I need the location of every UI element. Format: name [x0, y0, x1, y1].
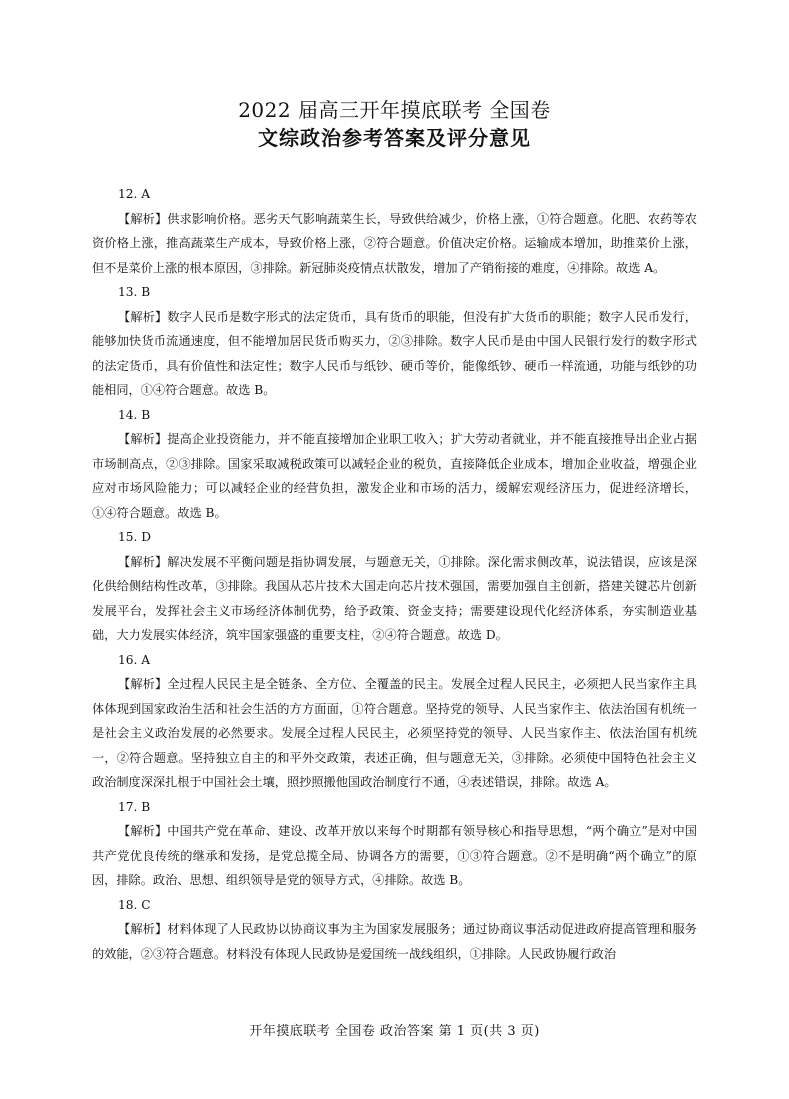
question-analysis: 【解析】中国共产党在革命、建设、改革开放以来每个时期都有领导核心和指导思想，“两个确立”是对中国共产党优良传统的继承和发扬，是党总揽全局、协调各方的需要，①③符合题意。②不是明确“两个确立”的原因，排除。政治、思想、组织领导是党的领导方式，④排除。故选 B。 — [92, 824, 697, 887]
page-subtitle: 文综政治参考答案及评分意见 — [258, 126, 531, 150]
question-block — [92, 893, 697, 967]
question-block — [92, 648, 697, 795]
question-analysis: 【解析】解决发展不平衡问题是指协调发展，与题意无关，①排除。深化需求侧改革，说法错误，应该是深化供给侧结构性改革，③排除。我国从芯片技术大国走向芯片技术强国，需要加强自主创新，搭建关键芯片创新发展平台，发挥社会主义市场经济体制优势，给予政策、资金支持；需要建设现代化经济体系，夯实制造业基础，大力发展实体经济，筑牢国家强盛的重要支柱，②④符合题意。故选 D。 — [92, 554, 697, 642]
question-analysis: 【解析】提高企业投资能力，并不能直接增加企业职工收入；扩大劳动者就业，并不能直接推导出企业占据市场制高点，②③排除。国家采取减税政策可以减轻企业的税负，直接降低企业成本，增加企业收益，增强企业应对市场风险能力；可以减轻企业的经营负担，激发企业和市场的活力，缓解宏观经济压力，促进经济增长，①④符合题意。故选 B。 — [92, 432, 697, 520]
question-analysis: 【解析】供求影响价格。恶劣天气影响蔬菜生长，导致供给减少，价格上涨，①符合题意。化肥、农药等农资价格上涨，推高蔬菜生产成本，导致价格上涨，②符合题意。价值决定价格。运输成本增加，助推菜价上涨，但不是菜价上涨的根本原因，③排除。新冠肺炎疫情点状散发，增加了产销衔接的难度，④排除。故选 A。 — [92, 211, 697, 275]
question-number: 13. B — [118, 285, 151, 299]
page-footer: 开年摸底联考 全国卷 政治答案 第 1 页(共 3 页) — [249, 1024, 540, 1039]
page-title: 2022 届高三开年摸底联考 全国卷 — [238, 98, 551, 122]
question-analysis: 【解析】数字人民币是数字形式的法定货币，具有货币的职能，但没有扩大货币的职能；数字人民币发行，能够加快货币流通速度，但不能增加居民货币购买力，②③排除。数字人民币是由中国人民银行发行的数字形式的法定货币，具有价值性和法定性；数字人民币与纸钞、硬币等价，能像纸钞、硬币一样流通，功能与纸钞的功能相同，①④符合题意。故选 B。 — [92, 309, 697, 397]
question-block — [92, 182, 697, 280]
question-number: 14. B — [118, 407, 151, 422]
question-analysis: 【解析】全过程人民民主是全链条、全方位、全覆盖的民主。发展全过程人民民主，必须把人民当家作主具体体现到国家政治生活和社会生活的方方面面，①符合题意。坚持党的领导、人民当家作主、依法治国有机统一是社会主义政治发展的必然要求。发展全过程人民民主，必须坚持党的领导、人民当家作主、依法治国有机统一，②符合题意。坚持独立自主的和平外交政策，表述正确，但与题意无关，③排除。必须使中国特色社会主义政治制度深深扎根于中国社会土壤，照抄照搬他国政治制度行不通，④表述错误，排除。故选 A。 — [92, 677, 697, 789]
question-number: 12. A — [118, 187, 151, 201]
question-analysis: 【解析】材料体现了人民政协以协商议事为主为国家发展服务；通过协商议事活动促进政府提高管理和服务的效能，②③符合题意。材料没有体现人民政协是爱国统一战线组织，①排除。人民政协履行政治 — [92, 922, 697, 961]
question-block — [92, 280, 697, 403]
question-number: 15. D — [118, 530, 152, 544]
question-number: 18. C — [118, 897, 151, 912]
question-number: 17. B — [118, 799, 151, 814]
question-block — [92, 403, 697, 526]
question-block — [92, 795, 697, 893]
question-block — [92, 525, 697, 648]
question-number: 16. A — [118, 652, 151, 667]
